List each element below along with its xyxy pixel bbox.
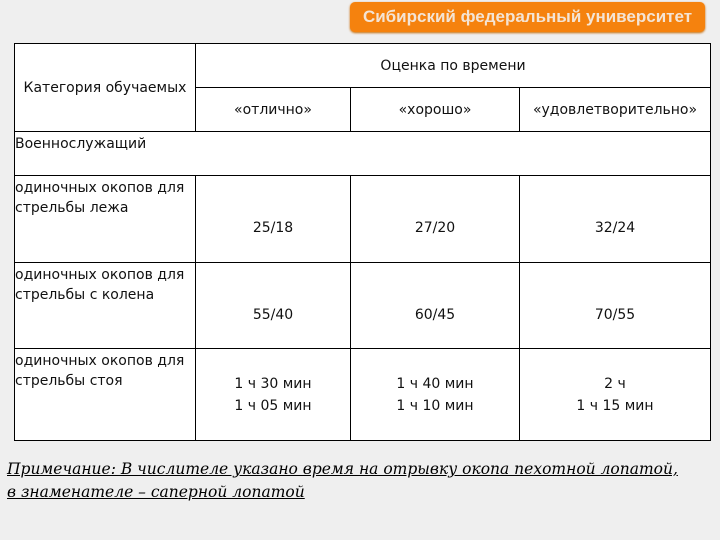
col-header: «удовлетворительно»	[520, 88, 711, 132]
university-banner: Сибирский федеральный университет	[350, 2, 705, 32]
table-row	[15, 349, 711, 441]
cell: 1 ч 40 мин 1 ч 10 мин	[351, 349, 520, 441]
col-header: «хорошо»	[351, 88, 520, 132]
cell: 27/20	[351, 176, 520, 263]
row-label: одиночных окопов для стрельбы с колена	[15, 263, 196, 349]
section-row: Военнослужащий	[15, 132, 711, 176]
cell: 70/55	[520, 263, 711, 349]
cell: 32/24	[520, 176, 711, 263]
row-label: одиночных окопов для стрельбы стоя	[15, 349, 196, 441]
group-header: Оценка по времени	[196, 44, 711, 88]
col-header: «отлично»	[196, 88, 351, 132]
row-label: одиночных окопов для стрельбы лежа	[15, 176, 196, 263]
cell: 55/40	[196, 263, 351, 349]
cell: 25/18	[196, 176, 351, 263]
footnote: Примечание: В числителе указано время на отрывку окопа пехотной лопатой, в знаменателе – саперной лопатой	[7, 460, 678, 501]
cell: 2 ч 1 ч 15 мин	[520, 349, 711, 441]
category-header: Категория обучаемых	[15, 44, 196, 132]
table-row	[15, 263, 711, 349]
cell: 60/45	[351, 263, 520, 349]
table-row	[15, 176, 711, 263]
time-norms-table	[14, 43, 711, 441]
cell: 1 ч 30 мин 1 ч 05 мин	[196, 349, 351, 441]
